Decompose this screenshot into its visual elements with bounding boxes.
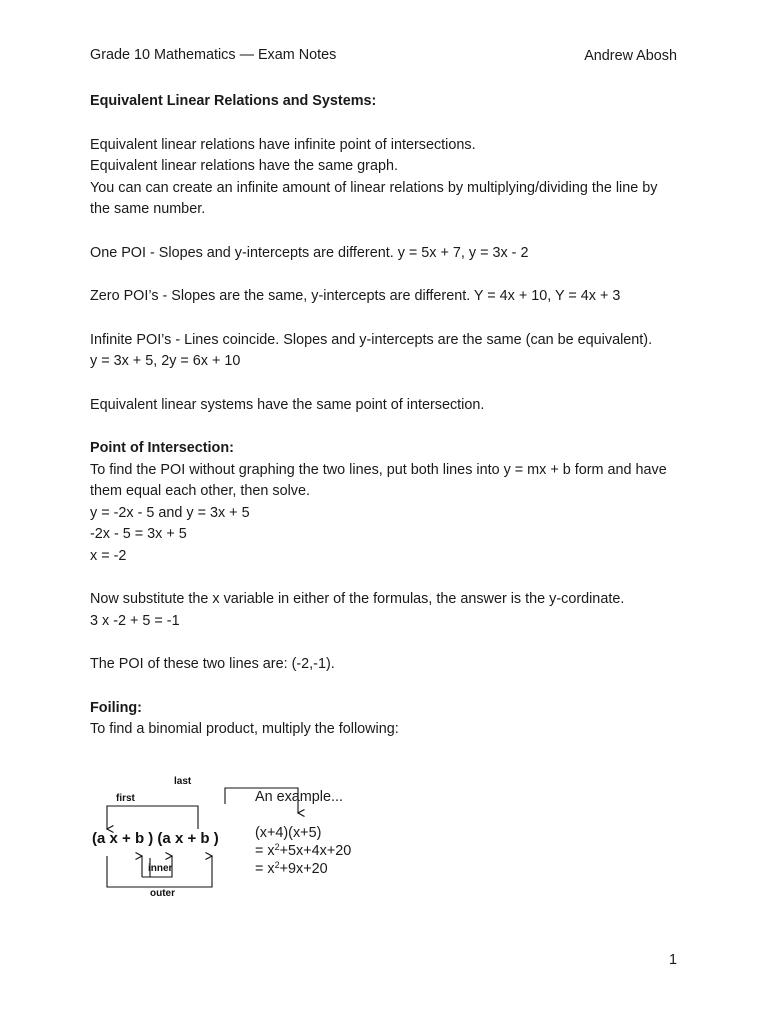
foil-example <box>255 788 351 878</box>
example-line: = $x^2+5x+4x+20$ <box>255 842 352 859</box>
paragraph: To find the POI without graphing the two lines, put both lines into y = mx + b form and have them equal each other, then solve. <box>90 461 667 499</box>
paragraph: Equivalent linear relations have infinite point of intersections. <box>90 136 476 153</box>
equation: y = 3x + 5, 2y = 6x + 10 <box>90 353 241 369</box>
equation: -2x - 5 = 3x + 5 <box>90 526 187 542</box>
foil-label-outer: outer <box>150 888 175 899</box>
paragraph-one-poi: One POI - Slopes and y-intercepts are different. y = 5x + 7, y = 3x - 2 <box>90 244 529 261</box>
foil-label-first: first <box>116 793 135 804</box>
foil-expression: (a x + b ) (a x + b ) <box>92 830 219 847</box>
notes-body <box>90 91 680 741</box>
paragraph: To find a binomial product, multiply the following: <box>90 721 399 737</box>
equation: y = -2x - 5 and y = 3x + 5 <box>90 504 250 521</box>
paragraph: Now substitute the x variable in either of the formulas, the answer is the y-cordinate. <box>90 591 625 607</box>
example-title: An example... <box>255 789 343 805</box>
foil-label-inner: inner <box>148 863 173 874</box>
equation: 3 x -2 + 5 = -1 <box>90 612 180 629</box>
foil-first-line <box>107 806 198 829</box>
paragraph-result: The POI of these two lines are: (-2,-1). <box>90 656 335 672</box>
paragraph: Equivalent linear systems have the same point of intersection. <box>90 396 485 413</box>
section-heading-equivalent: Equivalent Linear Relations and Systems: <box>90 93 377 109</box>
section-heading-poi: Point of Intersection: <box>90 440 234 456</box>
paragraph-zero-poi: Zero POI’s - Slopes are the same, y-intercepts are different. Y = 4x + 10, Y = 4x + 3 <box>90 288 621 304</box>
page-number: 1 <box>668 952 677 968</box>
header-author: Andrew Abosh <box>584 48 677 64</box>
foil-label-last: last <box>174 776 192 787</box>
equation: x = -2 <box>90 547 127 564</box>
example-line: (x+4)(x+5) <box>255 825 322 841</box>
example-line: = $x^2+9x+20$ <box>255 860 328 877</box>
header-title: Grade 10 Mathematics — Exam Notes <box>90 47 337 63</box>
paragraph-infinite-poi: Infinite POI’s - Lines coincide. Slopes and y-intercepts are the same (can be equivalent). <box>90 331 653 348</box>
section-heading-foiling: Foiling: <box>90 699 142 716</box>
paragraph: You can can create an infinite amount of linear relations by multiplying/dividing the line by the same number. <box>90 179 658 217</box>
paragraph: Equivalent linear relations have the same graph. <box>90 158 398 174</box>
